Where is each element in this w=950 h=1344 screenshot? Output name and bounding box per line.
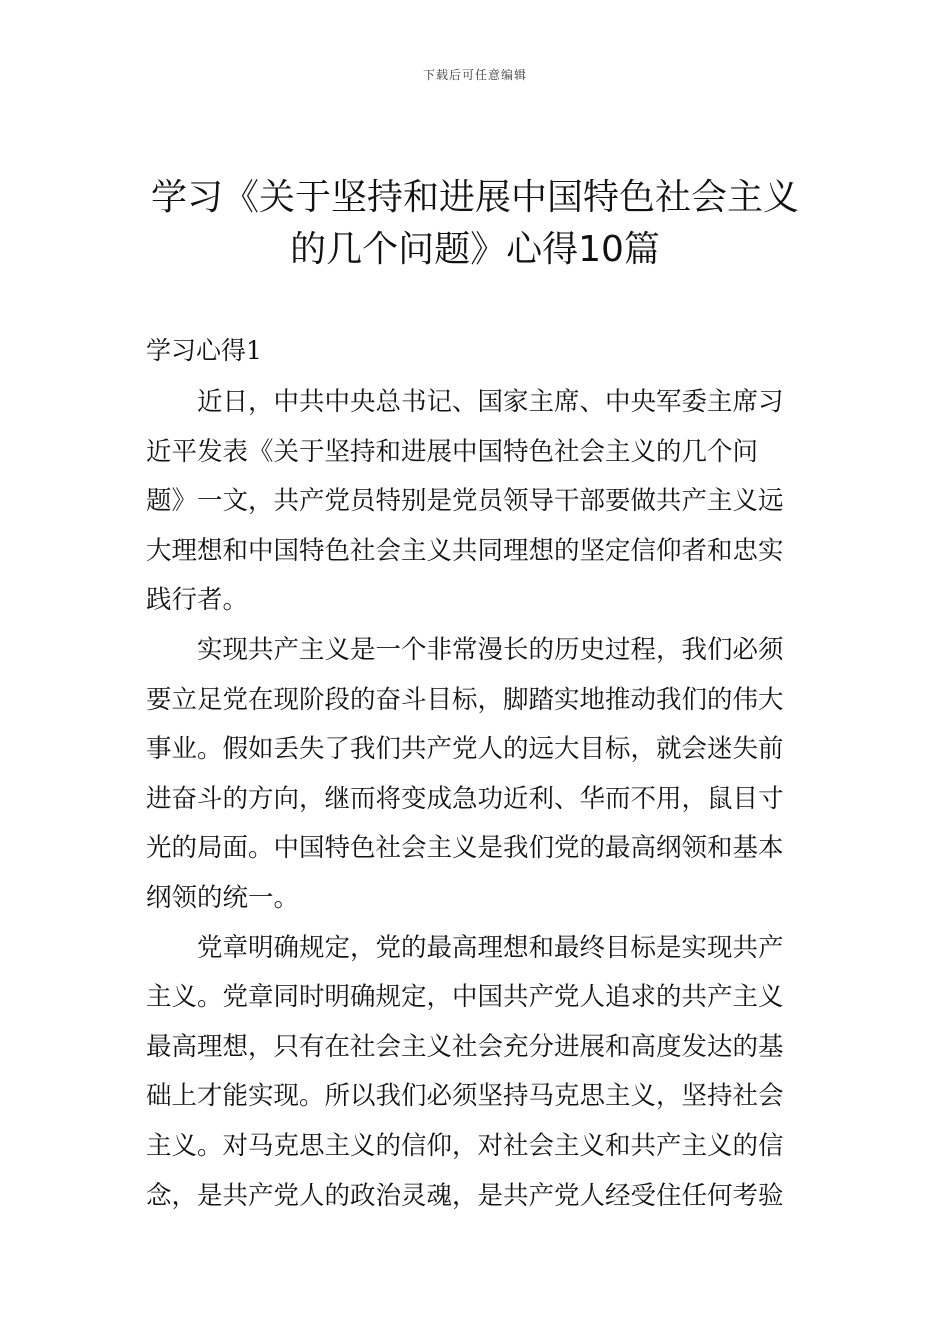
- paragraph-line: 事业。假如丢失了我们共产党人的远大目标，就会迷失前: [146, 734, 784, 765]
- paragraph: [146, 626, 811, 924]
- title-line-1: 学习《关于坚持和进展中国特色社会主义: [150, 177, 799, 218]
- paragraph-line: 主义。党章同时明确规定，中国共产党人追求的共产主义: [146, 982, 784, 1013]
- title-line-2: 的几个问题》心得10篇: [290, 229, 660, 270]
- paragraph: [146, 924, 811, 1222]
- paragraph-line: 近平发表《关于坚持和进展中国特色社会主义的几个问: [146, 436, 759, 467]
- paragraph-line: 题》一文，共产党员特别是党员领导干部要做共产主义远: [146, 486, 784, 517]
- paragraph-line: 要立足党在现阶段的奋斗目标，脚踏实地推动我们的伟大: [146, 684, 784, 715]
- paragraph-line: 进奋斗的方向，继而将变成急功近利、华而不用，鼠目寸: [146, 783, 784, 814]
- paragraph-line: 光的局面。中国特色社会主义是我们党的最高纲领和基本: [146, 833, 784, 864]
- paragraph-line: 础上才能实现。所以我们必须坚持马克思主义，坚持社会: [146, 1081, 784, 1112]
- section-heading: 学习心得1: [146, 336, 262, 365]
- paragraph-line: 实现共产主义是一个非常漫长的历史过程，我们必须: [197, 634, 784, 665]
- paragraph-line: 大理想和中国特色社会主义共同理想的坚定信仰者和忠实: [146, 535, 784, 566]
- paragraph-line: 近日，中共中央总书记、国家主席、中央军委主席习: [197, 387, 784, 417]
- body-text: [146, 378, 811, 1221]
- paragraph-line: 党章明确规定，党的最高理想和最终目标是实现共产: [197, 932, 784, 963]
- paragraph-line: 最高理想，只有在社会主义社会充分进展和高度发达的基: [146, 1031, 784, 1062]
- document-title: [130, 172, 820, 276]
- paragraph: [146, 378, 811, 626]
- paragraph-line: 念，是共产党人的政治灵魂，是共产党人经受住任何考验: [146, 1180, 784, 1211]
- paragraph-line: 践行者。: [146, 585, 249, 616]
- paragraph-line: 主义。对马克思主义的信仰，对社会主义和共产主义的信: [146, 1130, 784, 1161]
- header-note: 下载后可任意编辑: [422, 68, 527, 82]
- paragraph-line: 纲领的统一。: [146, 882, 300, 913]
